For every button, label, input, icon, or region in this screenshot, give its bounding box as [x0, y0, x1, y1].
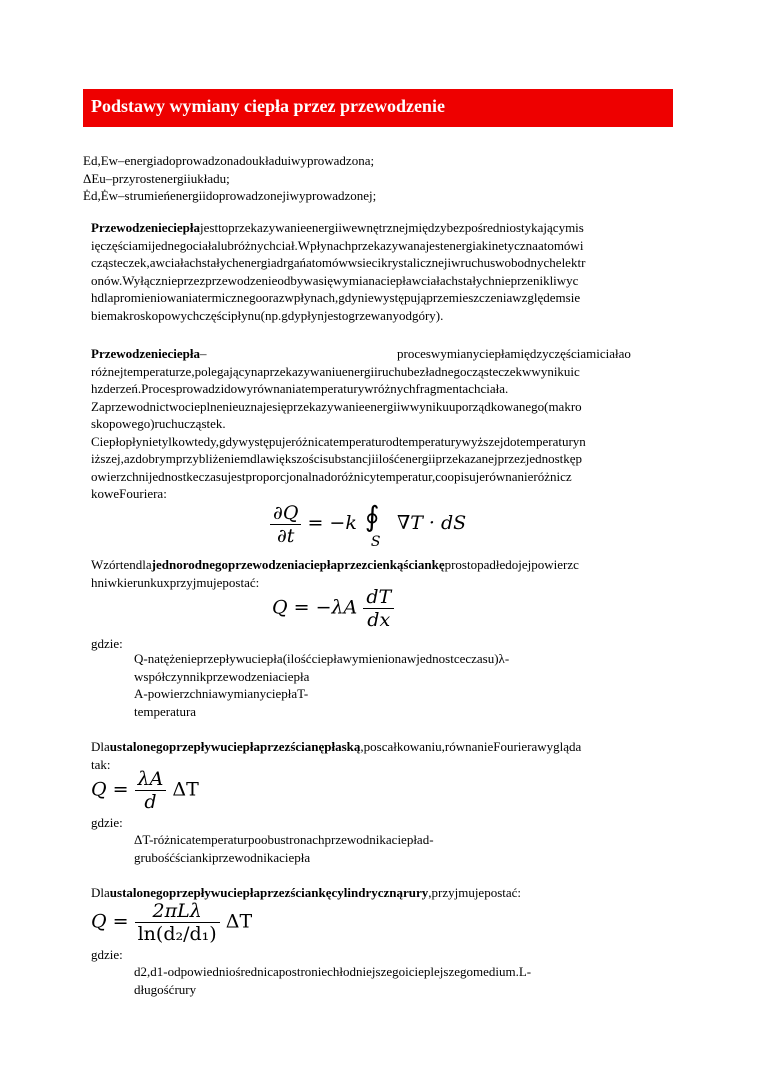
list-item: Q-natężenieprzepływuciepła(ilośćciepławymienionawjednostceczasu)λ-	[134, 651, 510, 666]
list-item: d2,d1-odpowiedniośrednicapostroniechłodniejszegoicieplejszegomedium.L-	[134, 964, 532, 979]
def-line: Ed,Ew–energiadoprowadzonadoukładuiwyprowadzona;	[83, 153, 375, 168]
equation-flat-wall	[91, 768, 199, 813]
eq-rhs: = −k	[307, 512, 357, 534]
text-line: hniwkierunkuxprzyjmujepostać:	[91, 574, 260, 590]
term-bold: jednorodnegoprzewodzeniaciepłaprzezcienkąściankę	[151, 557, 445, 572]
eq-tail: ∇T · dS	[396, 512, 467, 534]
paragraph-conduction-1	[91, 219, 585, 324]
title-bar	[83, 89, 673, 127]
text-line: owierzchnijednostkeczasujestproporcjonalnadoróżnicytemperatur,coopisujerównanieróżnicz	[91, 468, 572, 484]
text: jesttoprzekazywanieenergiiwewnętrznejmiędzybezpośredniostykającymis	[200, 220, 584, 235]
text: Dla	[91, 739, 110, 754]
equation-fourier-integral	[270, 500, 466, 548]
text: Dla	[91, 885, 110, 900]
text: ,poscałkowaniu,równanieFourierawygląda	[360, 739, 582, 754]
list-item: A-powierzchniawymianyciepłaT-	[134, 686, 309, 701]
list-item: długośćrury	[134, 981, 197, 997]
eq-lhs: Q = −λA	[272, 596, 358, 619]
text-line: cząsteczek,awciałachstałychenergiadrgańatomówwsiecikrystalicznejiwruchuswobodnychelektr	[91, 255, 586, 270]
gdzie-label: gdzie:	[91, 636, 123, 651]
paragraph-conduction-2	[91, 345, 631, 503]
eq-den: d	[144, 791, 157, 813]
symbol-list-2	[134, 831, 434, 866]
symbol-list-3	[134, 963, 531, 998]
text-line: skopowego)ruchucząstek.	[91, 416, 226, 431]
def-line: Ėd,Ėw–strumieńenergiidoprowadzonejiwyprowadzonej;	[83, 188, 377, 203]
term-bold: Przewodzenieciepła	[91, 346, 201, 361]
page-title: Podstawy wymiany ciepła przez przewodzenie	[91, 96, 445, 116]
integral-symbol: ∮	[364, 500, 380, 533]
list-item: ΔT-różnicatemperaturpoobustronachprzewodnikaciepład-	[134, 832, 434, 847]
text-line: biemakroskopowychczęścipłynu(np.gdypłynjestogrzewanyodgóry).	[91, 307, 444, 323]
equation-cylinder	[91, 900, 252, 945]
equation-fourier-1d	[272, 586, 394, 631]
text-line: onów.Wyłącznieprzezprzewodzenieodbywasięwymianaciepławciałachstałychnieprzenikliwyc	[91, 272, 579, 288]
eq-den: dx	[367, 609, 391, 631]
dash: –	[200, 346, 207, 361]
paragraph-cylinder	[91, 884, 521, 902]
term-bold: ustalonegoprzepływuciepłaprzezścianępłaską	[109, 739, 361, 754]
text-line: Zaprzewodnictwocieplnenieuznajesięprzekazywanieenergiiwwynikuuporządkowanego(makro	[91, 398, 582, 414]
eq-lhs: Q =	[91, 778, 129, 801]
eq-lhs: Q =	[91, 910, 129, 933]
text-line: iższej,azdobrymprzybliżeniemdlawiększościsubstancjiilośćenergiiprzekazanejprzezjednostkęp	[91, 451, 583, 466]
text-line: hzderzeń.Procesprowadzidowyrównaniatemperaturywróżnychfragmentachciała.	[91, 381, 509, 396]
eq-num: λA	[135, 768, 167, 791]
text-line: hdlapromieniowaniatermicznegoorazwpłynach,gdyniewystępująprzemieszczeniawzględemsie	[91, 290, 581, 305]
text: proceswymianyciepłamiędzyczęściamiciałao	[397, 346, 631, 361]
list-item: temperatura	[134, 703, 197, 719]
term-bold: Przewodzenieciepła	[91, 220, 201, 235]
text-line: Ciepłopłynietylkowtedy,gdywystępujeróżnicatemperaturodtemperaturywyższejdotemperaturyn	[91, 433, 586, 449]
integral-sub: S	[370, 534, 381, 550]
symbol-list-1	[134, 650, 509, 720]
def-line: ΔEu–przyrostenergiiukładu;	[83, 170, 230, 186]
term-bold: ustalonegoprzepływuciepłaprzezściankęcylindrycznąrury	[109, 885, 429, 900]
eq-num: dT	[363, 586, 394, 609]
eq-num: 2πLλ	[135, 900, 220, 923]
eq-tail: ΔT	[172, 778, 199, 801]
gdzie-label: gdzie:	[91, 815, 123, 830]
definitions	[83, 152, 376, 205]
eq-tail: ΔT	[225, 910, 253, 933]
text: Wzórtendla	[91, 557, 152, 572]
text-line: różnejtemperaturze,polegającynaprzekazywaniuenergiiruchubezładnegocząsteczekwwynikuic	[91, 363, 580, 379]
list-item: współczynnikprzewodzeniaciepła	[134, 668, 310, 684]
gdzie-label: gdzie:	[91, 947, 123, 962]
text-line: ięczęściamijednegociałalubróżnychciał.Wpłynachprzekazywanajestenergiakinetycznaatomówi	[91, 237, 584, 253]
eq-num: ∂Q	[270, 502, 301, 525]
text-line: tak:	[91, 756, 111, 772]
eq-den: ln(d₂/d₁)	[137, 923, 217, 945]
eq-den: ∂t	[276, 524, 295, 547]
list-item: grubośćściankiprzewodnikaciepła	[134, 849, 311, 865]
text: prostopadłedojejpowierzc	[444, 557, 579, 572]
text: ,przyjmujepostać:	[428, 885, 522, 900]
text-line: koweFouriera:	[91, 486, 167, 501]
